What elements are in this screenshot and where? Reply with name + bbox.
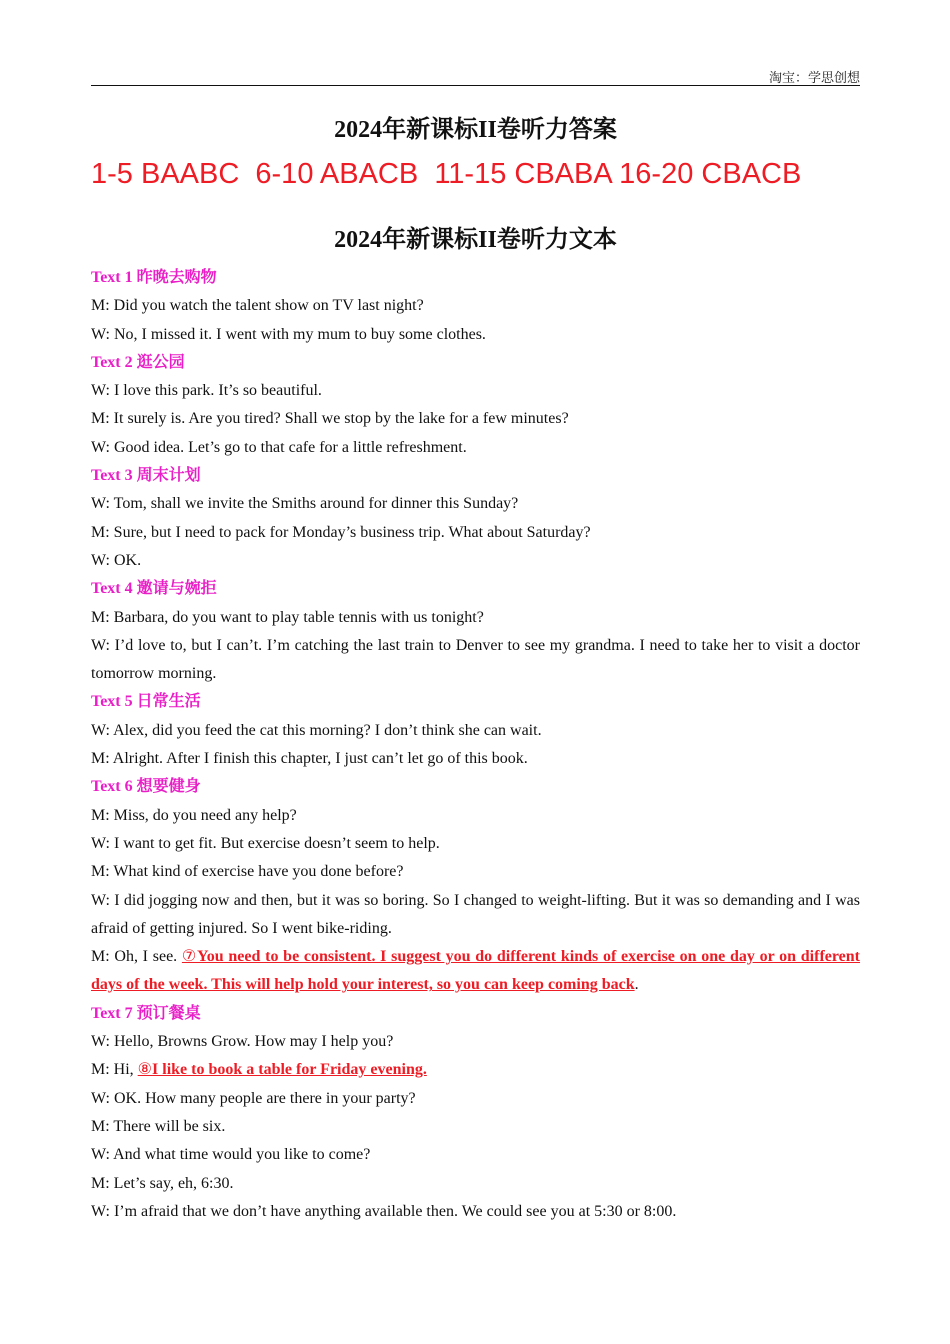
dialogue-line: W: I love this park. It’s so beautiful. bbox=[91, 382, 322, 400]
answer-highlight: You need to be consistent. I suggest you do different kinds of exercise on one day or on different days of the week. This will help hold your interest, so you can keep coming back bbox=[91, 948, 861, 994]
answer-highlight: I like to book a table for Friday evening. bbox=[152, 1061, 427, 1079]
line-prefix: M: Hi, bbox=[91, 1061, 138, 1079]
text-heading: Text 1 昨晚去购物 bbox=[91, 269, 217, 286]
highlighted-dialogue-line bbox=[91, 1056, 860, 1084]
header-source: 淘宝：学思创想 bbox=[768, 70, 860, 85]
dialogue-line: M: Sure, but I need to pack for Monday’s business trip. What about Saturday? bbox=[91, 523, 591, 541]
dialogue-line: W: Hello, Browns Grow. How may I help you? bbox=[91, 1033, 394, 1051]
dialogue-line: W: I’d love to, but I can’t. I’m catching the last train to Denver to see my grandma. I need to take her to visit a doctor tomorrow morning. bbox=[91, 636, 860, 683]
dialogue-line: W: And what time would you like to come? bbox=[91, 1146, 371, 1164]
dialogue-line: W: Tom, shall we invite the Smiths around for dinner this Sunday? bbox=[91, 495, 519, 513]
dialogue-line: W: I want to get fit. But exercise doesn’t seem to help. bbox=[91, 834, 440, 852]
dialogue-line: M: Alright. After I finish this chapter, I just can’t let go of this book. bbox=[91, 750, 528, 768]
dialogue-line: M: Did you watch the talent show on TV last night? bbox=[91, 297, 424, 315]
answer-marker: ⑧ bbox=[137, 1061, 153, 1079]
dialogue-line: W: OK. bbox=[91, 551, 142, 569]
highlighted-dialogue-line bbox=[91, 943, 860, 1000]
dialogue-line: W: No, I missed it. I went with my mum to buy some clothes. bbox=[91, 325, 486, 343]
dialogue-line: W: Alex, did you feed the cat this morning? I don’t think she can wait. bbox=[91, 721, 542, 739]
text-heading: Text 3 周末计划 bbox=[91, 467, 201, 485]
dialogue-line: W: OK. How many people are there in your party? bbox=[91, 1089, 416, 1107]
dialogue-line: M: There will be six. bbox=[91, 1117, 226, 1135]
text-heading: Text 4 邀请与婉拒 bbox=[91, 580, 217, 598]
dialogue-line: M: Let’s say, eh, 6:30. bbox=[91, 1174, 234, 1192]
text-heading: Text 2 逛公园 bbox=[91, 353, 185, 371]
dialogue-line: W: I’m afraid that we don’t have anything available then. We could see you at 5:30 or 8:00. bbox=[91, 1202, 677, 1220]
transcript-body bbox=[91, 264, 860, 1226]
text-heading: Text 7 预订餐桌 bbox=[91, 1004, 201, 1022]
text-heading: Text 6 想要健身 bbox=[91, 778, 201, 796]
answer-key: 1-5 BAABC 6-10 ABACB 11-15 CBABA 16-20 CBACB bbox=[91, 158, 802, 190]
line-prefix: M: Oh, I see. bbox=[91, 948, 182, 966]
dialogue-line: M: It surely is. Are you tired? Shall we stop by the lake for a few minutes? bbox=[91, 410, 569, 428]
transcript-title: 2024年新课标II卷听力文本 bbox=[334, 227, 617, 253]
dialogue-line: W: I did jogging now and then, but it was so boring. So I changed to weight-lifting. But it was so demanding and I was afraid of getting injured. So I went bike-riding. bbox=[91, 891, 860, 937]
line-suffix: . bbox=[634, 976, 639, 994]
dialogue-line: M: Miss, do you need any help? bbox=[91, 806, 297, 824]
dialogue-line: M: What kind of exercise have you done before? bbox=[91, 863, 404, 881]
dialogue-line: M: Barbara, do you want to play table tennis with us tonight? bbox=[91, 608, 484, 626]
answer-marker: ⑦ bbox=[181, 948, 197, 966]
answer-title: 2024年新课标II卷听力答案 bbox=[334, 117, 617, 143]
text-heading: Text 5 日常生活 bbox=[91, 693, 201, 711]
header-divider bbox=[91, 85, 860, 86]
dialogue-line: W: Good idea. Let’s go to that cafe for a little refreshment. bbox=[91, 438, 467, 456]
